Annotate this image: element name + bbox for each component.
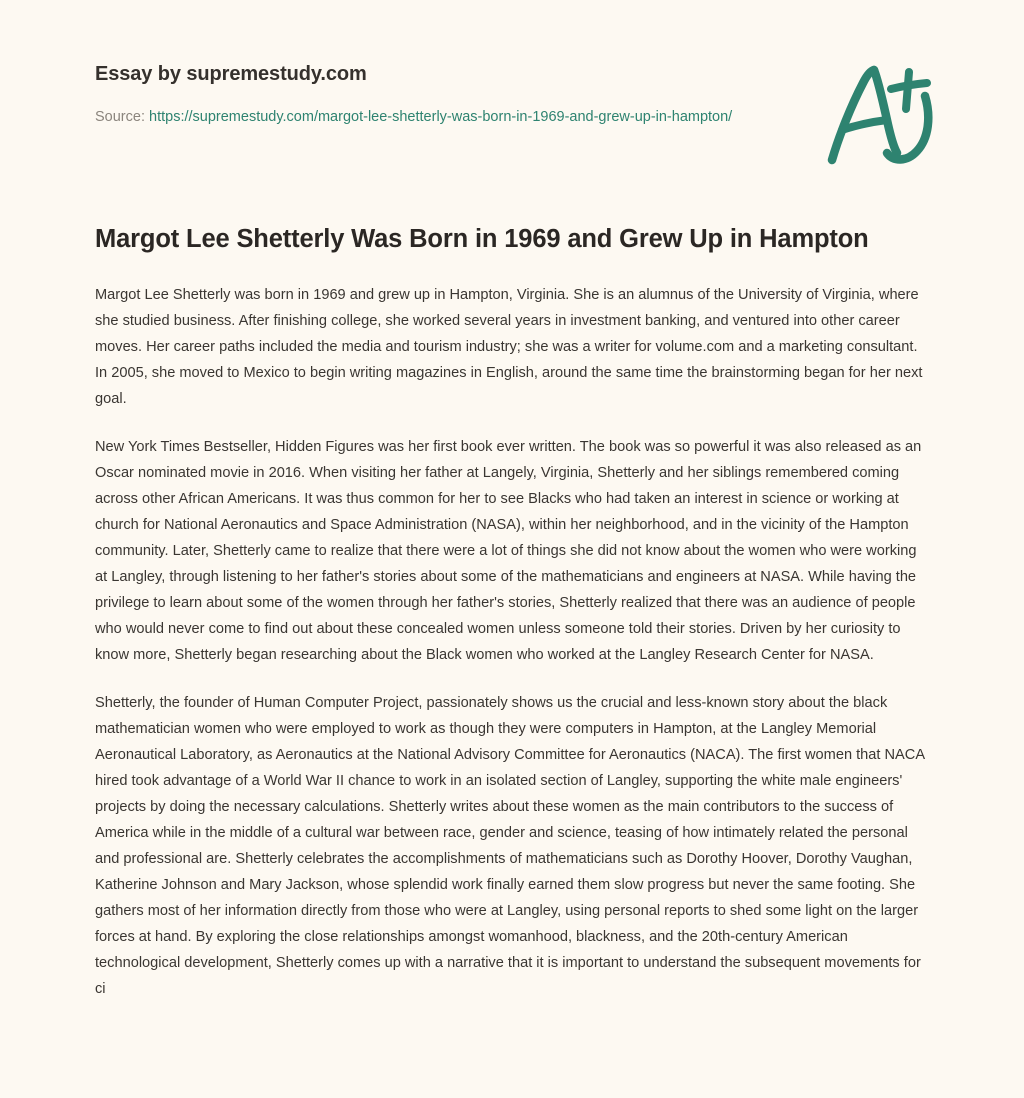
a-plus-logo-icon [821,58,939,170]
page-title: Margot Lee Shetterly Was Born in 1969 and Grew Up in Hampton [95,225,869,253]
source-label: Source: [95,109,145,125]
body-paragraph: Shetterly, the founder of Human Computer Project, passionately shows us the crucial and less-known story about the black mathematician women who were employed to work as though they were computers in Hampton, at the Langley Memorial Aeronautical Laboratory, as Aeronautics at the National Advisory Committee for Aeronautics (NACA). The first women that NACA hired took advantage of a World War II chance to work in an isolated section of Langley, supporting the white male engineers' projects by doing the necessary calculations. Shetterly writes about these women as the main contributors to the success of America while in the middle of a cultural war between race, gender and science, teasing of how intimately related the personal and professional are. Shetterly celebrates the accomplishments of mathematicians such as Dorothy Hoover, Dorothy Vaughan, Katherine Johnson and Mary Jackson, whose splendid work finally earned them slow progress but never the same footing. She gathers most of her information directly from those who were at Langley, using personal reports to shed some light on the larger forces at hand. By exploring the close relationships amongst womanhood, blackness, and the 20th-century American technological development, Shetterly comes up with a narrative that it is important to understand the subsequent movements for ci [95,695,925,997]
body-paragraph: Margot Lee Shetterly was born in 1969 and grew up in Hampton, Virginia. She is an alumnus of the University of Virginia, where she studied business. After finishing college, she worked several years in investment banking, and ventured into other career moves. Her career paths included the media and tourism industry; she was a writer for volume.com and a marketing consultant. In 2005, she moved to Mexico to begin writing magazines in English, around the same time the brainstorming began for her next goal. [95,287,923,407]
source-url-link[interactable]: https://supremestudy.com/margot-lee-shetterly-was-born-in-1969-and-grew-up-in-hampton/ [149,109,733,125]
essay-byline: Essay by supremestudy.com [95,63,367,85]
body-paragraph: New York Times Bestseller, Hidden Figures was her first book ever written. The book was so powerful it was also released as an Oscar nominated movie in 2016. When visiting her father at Langely, Virginia, Shetterly and her siblings remembered coming across other African Americans. It was thus common for her to see Blacks who had taken an interest in science or working at church for National Aeronautics and Space Administration (NASA), within her neighborhood, and in the vicinity of the Hampton community. Later, Shetterly came to realize that there were a lot of things she did not know about the women who were working at Langley, through listening to her father's stories about some of the mathematicians and engineers at NASA. While having the privilege to learn about some of the women through her father's stories, Shetterly realized that there was an audience of people who would never come to find out about these concealed women unless someone told their stories. Driven by her curiosity to know more, Shetterly began researching about the Black women who worked at the Langley Research Center for NASA. [95,439,922,663]
source-line [95,104,835,130]
document-body [95,256,929,1002]
document-header [95,0,929,130]
